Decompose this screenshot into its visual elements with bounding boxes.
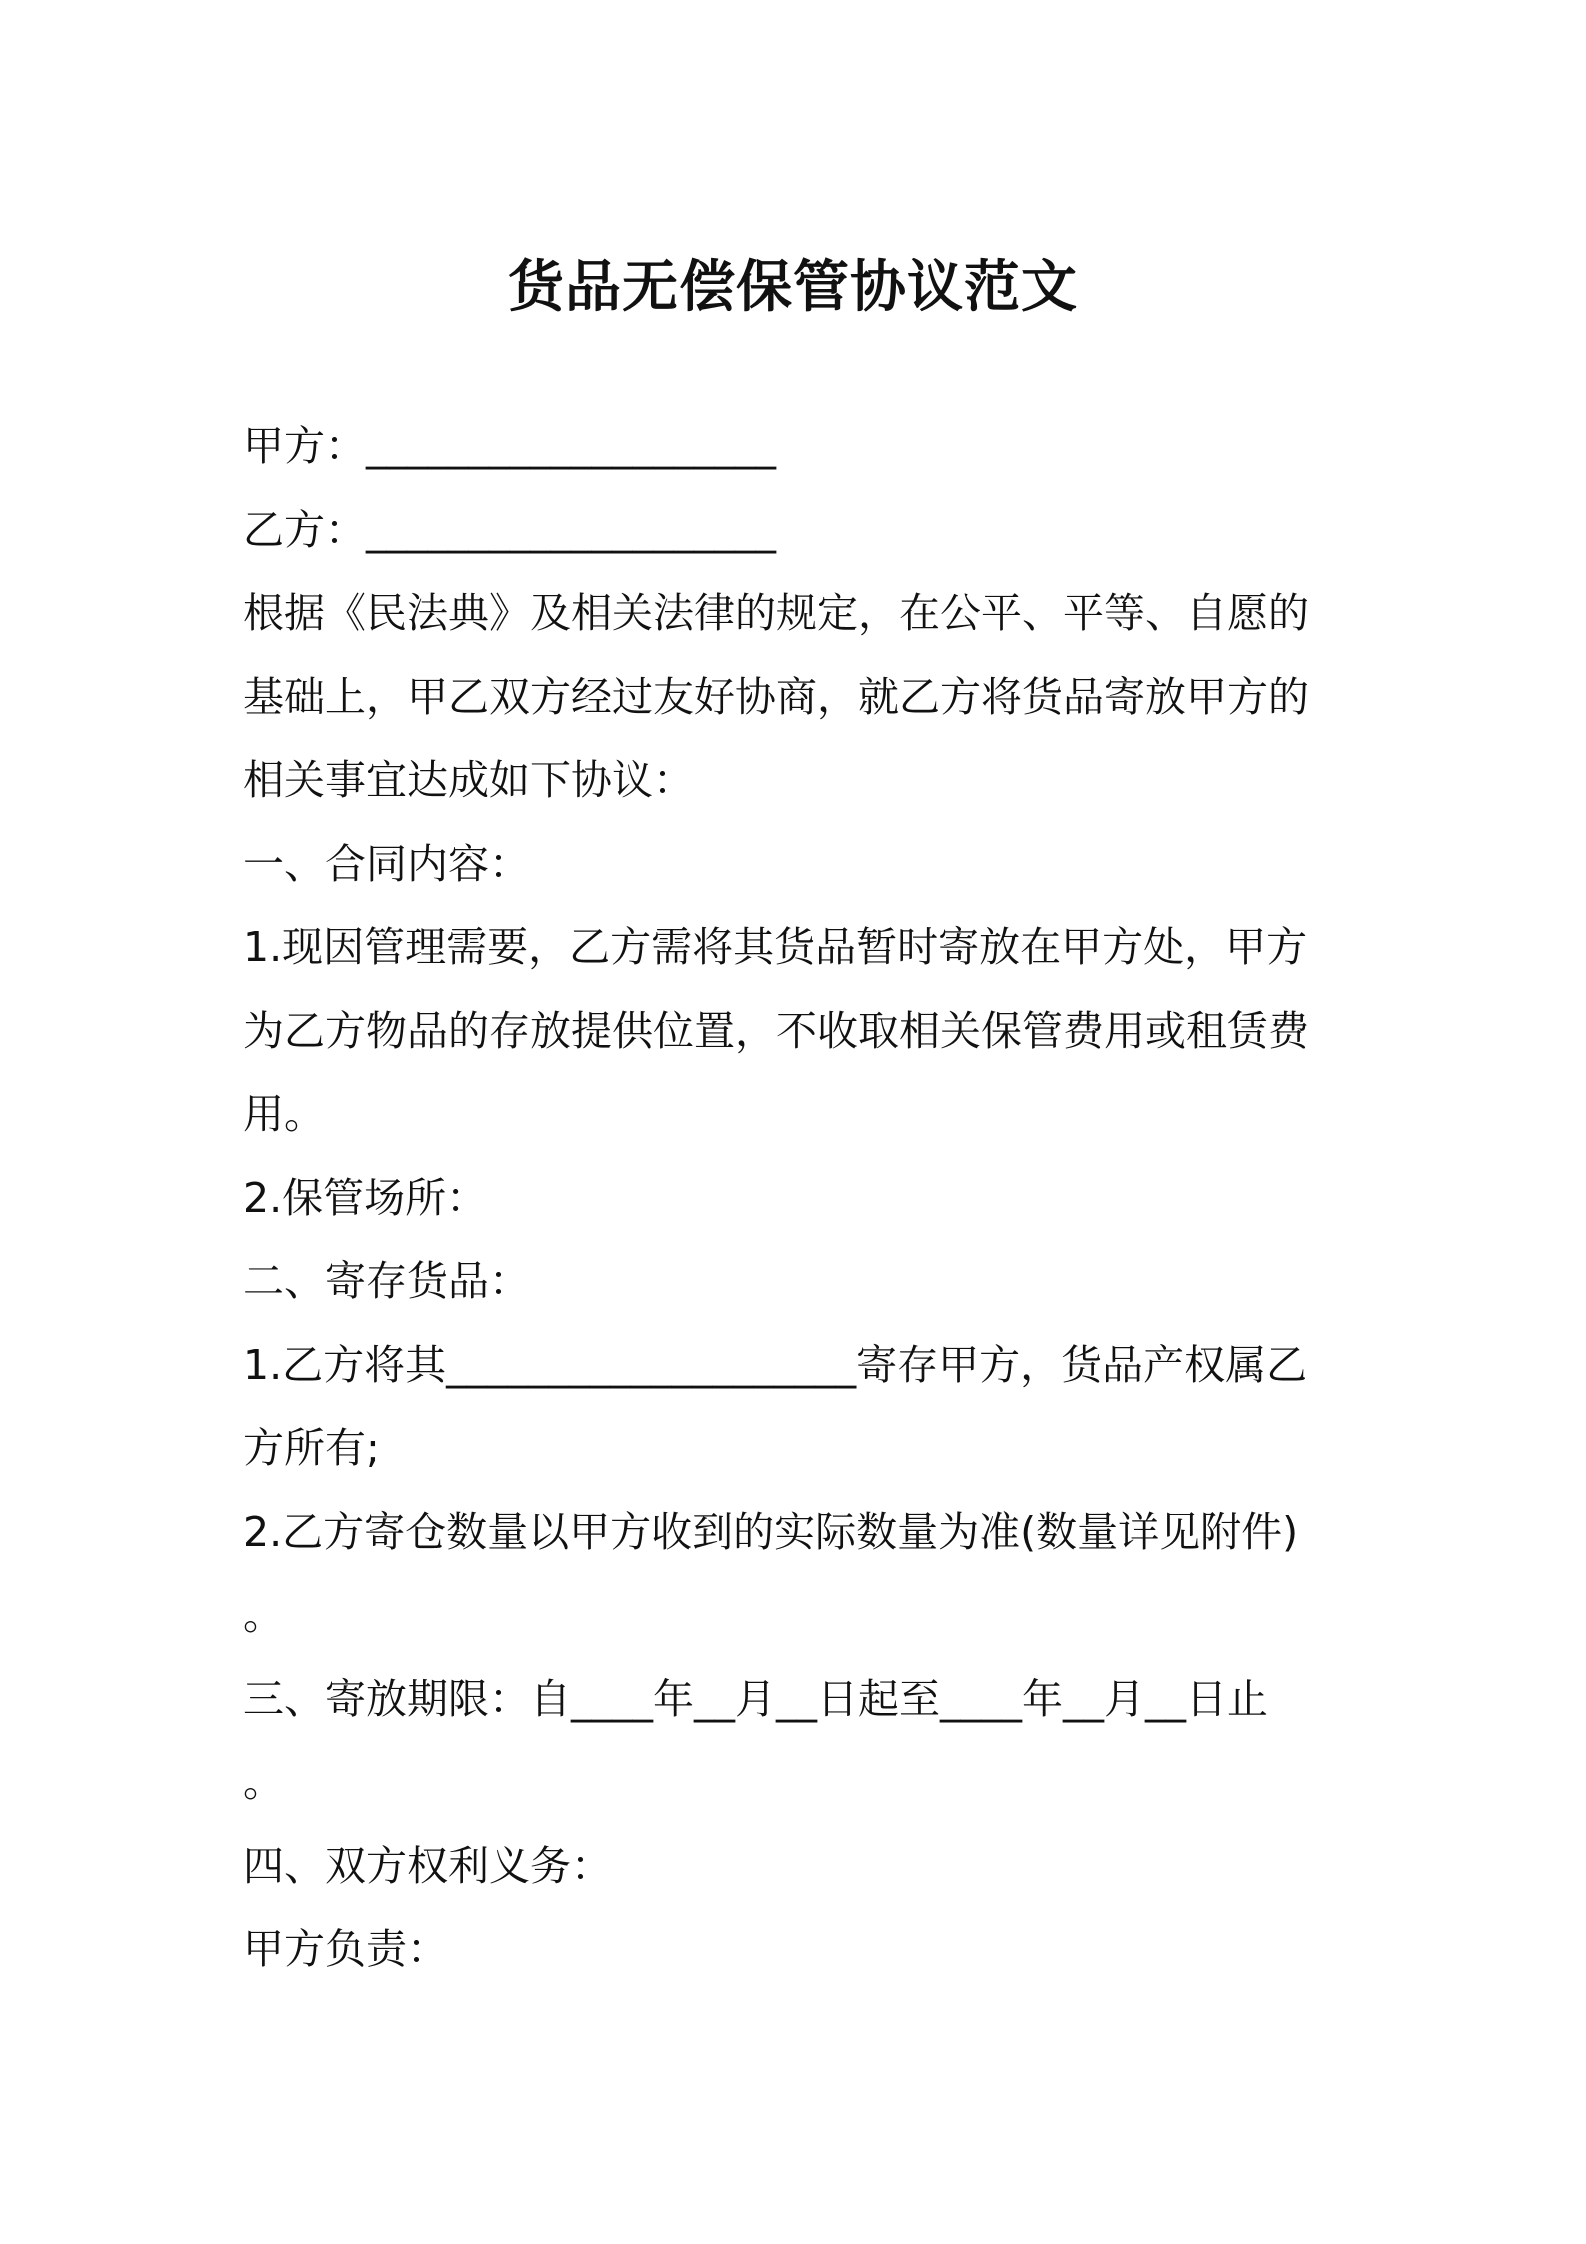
party-b-line: 乙方：____________________ (243, 505, 776, 554)
section-heading-3-line-2: 。 (243, 1758, 284, 1806)
clause-1-2: 2.保管场所： (243, 1173, 488, 1222)
preamble-line-2: 基础上，甲乙双方经过友好协商，就乙方将货品寄放甲方的 (243, 672, 1309, 721)
preamble-line-3: 相关事宜达成如下协议： (243, 756, 694, 804)
section-heading-3-line-1: 三、寄放期限：自____年__月__日起至____年__月__日止 (243, 1674, 1268, 1723)
clause-1-1-line-2: 为乙方物品的存放提供位置，不收取相关保管费用或租赁费 (243, 1006, 1309, 1055)
section-heading-2: 二、寄存货品： (243, 1257, 530, 1305)
preamble-line-1: 根据《民法典》及相关法律的规定，在公平、平等、自愿的 (243, 589, 1309, 637)
party-a-line: 甲方：____________________ (243, 422, 776, 470)
party-a-duties-heading: 甲方负责： (243, 1925, 448, 1973)
clause-2-2-line-2: 。 (243, 1591, 284, 1639)
section-heading-4: 四、双方权利义务： (243, 1841, 612, 1890)
clause-1-1-line-1: 1.现因管理需要，乙方需将其货品暂时寄放在甲方处，甲方 (243, 923, 1308, 971)
clause-2-1-line-1: 1.乙方将其____________________寄存甲方，货品产权属乙 (243, 1340, 1308, 1389)
section-heading-1: 一、合同内容： (243, 839, 530, 888)
clause-2-1-line-2: 方所有; (243, 1424, 380, 1472)
clause-2-2-line-1: 2.乙方寄仓数量以甲方收到的实际数量为准(数量详见附件) (243, 1507, 1299, 1556)
clause-1-1-line-3: 用。 (243, 1090, 325, 1138)
document-body (243, 405, 1358, 1992)
document-title: 货品无偿保管协议范文 (508, 255, 1078, 320)
